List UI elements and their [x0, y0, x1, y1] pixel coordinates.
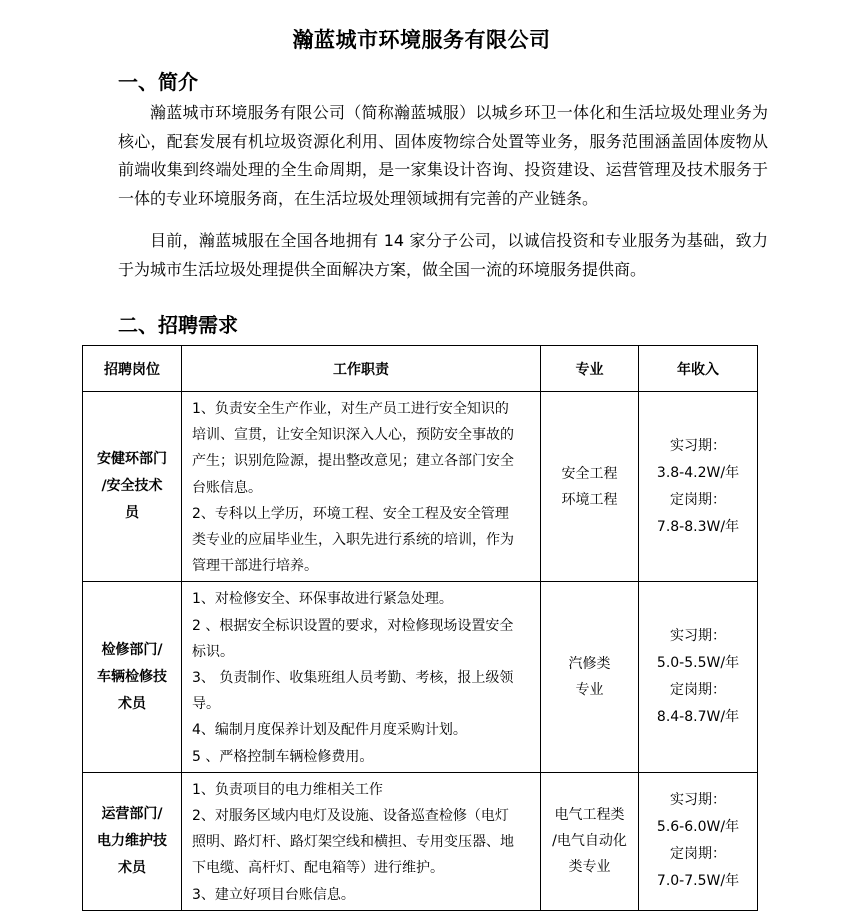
position-line: 术员: [118, 695, 146, 712]
income-line: 7.8-8.3W/年: [656, 518, 740, 535]
income-line: 定岗期：: [670, 491, 726, 508]
duty-line: 5 、严格控制车辆检修费用。: [192, 748, 374, 765]
duty-line: 产生；识别危险源，提出整改意见；建立各部门安全: [192, 453, 514, 470]
duties-cell: [182, 582, 541, 772]
header-major: 专业: [541, 346, 639, 392]
major-line: 环境工程: [561, 491, 618, 508]
table-row: [83, 582, 758, 772]
duty-line: 1、负责项目的电力维相关工作: [192, 781, 383, 798]
duty-line: 2、对服务区域内电灯及设施、设备巡查检修（电灯: [192, 808, 509, 825]
position-line: 术员: [118, 859, 146, 876]
income-cell: [639, 392, 758, 582]
duty-line: 2 、根据安全标识设置的要求，对检修现场设置安全: [192, 617, 514, 634]
income-line: 定岗期：: [670, 682, 726, 699]
position-line: 检修部门/: [101, 641, 163, 658]
income-line: 8.4-8.7W/年: [656, 709, 740, 726]
position-cell: [83, 582, 182, 772]
duties-cell: [182, 772, 541, 910]
intro-paragraph-1: 瀚蓝城市环境服务有限公司（简称瀚蓝城服）以城乡环卫一体化和生活垃圾处理业务为核心，配套发展有机垃圾资源化利用、固体废物综合处置等业务，服务范围涵盖固体废物从前端收集到终端处理的全生命周期，是一家集设计咨询、投资建设、运营管理及技术服务于一体的专业环境服务商，在生活垃圾处理领域拥有完善的产业链条。: [118, 103, 768, 208]
position-cell: [83, 772, 182, 910]
position-line: /安全技术: [101, 478, 163, 495]
duty-line: 1、负责安全生产作业，对生产员工进行安全知识的: [192, 401, 509, 417]
duty-line: 3、 负责制作、收集班组人员考勤、考核，报上级领: [192, 670, 514, 687]
major-line: 安全工程: [561, 465, 618, 482]
major-cell: [541, 392, 639, 582]
income-line: 实习期：: [670, 437, 726, 454]
major-line: 电气工程类: [554, 807, 625, 824]
header-position: 招聘岗位: [83, 346, 182, 392]
table-row: [83, 392, 758, 582]
section-heading-recruitment: 二、招聘需求: [118, 313, 238, 337]
income-line: 实习期：: [670, 628, 726, 645]
position-cell: [83, 392, 182, 582]
duty-line: 管理干部进行培养。: [192, 558, 318, 575]
income-line: 5.0-5.5W/年: [656, 655, 740, 672]
major-cell: [541, 582, 639, 772]
duties-cell: [182, 392, 541, 582]
income-line: 定岗期：: [670, 846, 726, 863]
duty-line: 台账信息。: [192, 479, 262, 496]
duty-line: 下电缆、高杆灯、配电箱等）进行维护。: [192, 860, 444, 877]
position-line: 运营部门/: [101, 805, 163, 822]
income-line: 7.0-7.5W/年: [656, 873, 740, 890]
duty-line: 3、建立好项目台账信息。: [192, 886, 355, 903]
recruitment-table: [82, 345, 758, 911]
major-line: /电气自动化: [552, 833, 627, 850]
table-header-row: [83, 346, 758, 392]
major-line: 专业: [575, 682, 604, 699]
table-row: [83, 772, 758, 910]
duty-line: 1、对检修安全、环保事故进行紧急处理。: [192, 591, 453, 608]
income-cell: [639, 582, 758, 772]
intro-paragraph-2: 目前，瀚蓝城服在全国各地拥有 14 家分子公司，以诚信投资和专业服务为基础，致力于为城市生活垃圾处理提供全面解决方案，做全国一流的环境服务提供商。: [118, 231, 768, 279]
income-line: 5.6-6.0W/年: [656, 819, 740, 836]
duty-line: 4、编制月度保养计划及配件月度采购计划。: [192, 722, 467, 739]
position-line: 员: [125, 505, 139, 522]
document-title: 瀚蓝城市环境服务有限公司: [292, 28, 551, 52]
header-income: 年收入: [639, 346, 758, 392]
duty-line: 类专业的应届毕业生，入职先进行系统的培训，作为: [192, 532, 514, 549]
position-line: 电力维护技: [97, 832, 167, 849]
duty-line: 标识。: [192, 643, 234, 660]
duty-line: 导。: [192, 696, 220, 713]
major-cell: [541, 772, 639, 910]
position-line: 安健环部门: [97, 451, 167, 468]
header-duties: 工作职责: [182, 346, 541, 392]
income-cell: [639, 772, 758, 910]
income-line: 3.8-4.2W/年: [656, 464, 740, 481]
position-line: 车辆检修技: [97, 668, 167, 685]
income-line: 实习期：: [670, 792, 726, 809]
major-line: 类专业: [568, 859, 611, 876]
major-line: 汽修类: [568, 656, 611, 673]
section-heading-intro: 一、简介: [118, 70, 198, 94]
duty-line: 2、专科以上学历，环境工程、安全工程及安全管理: [192, 505, 509, 522]
duty-line: 照明、路灯杆、路灯架空线和横担、专用变压器、地: [192, 834, 514, 851]
duty-line: 培训、宣贯，让安全知识深入人心，预防安全事故的: [192, 427, 514, 444]
